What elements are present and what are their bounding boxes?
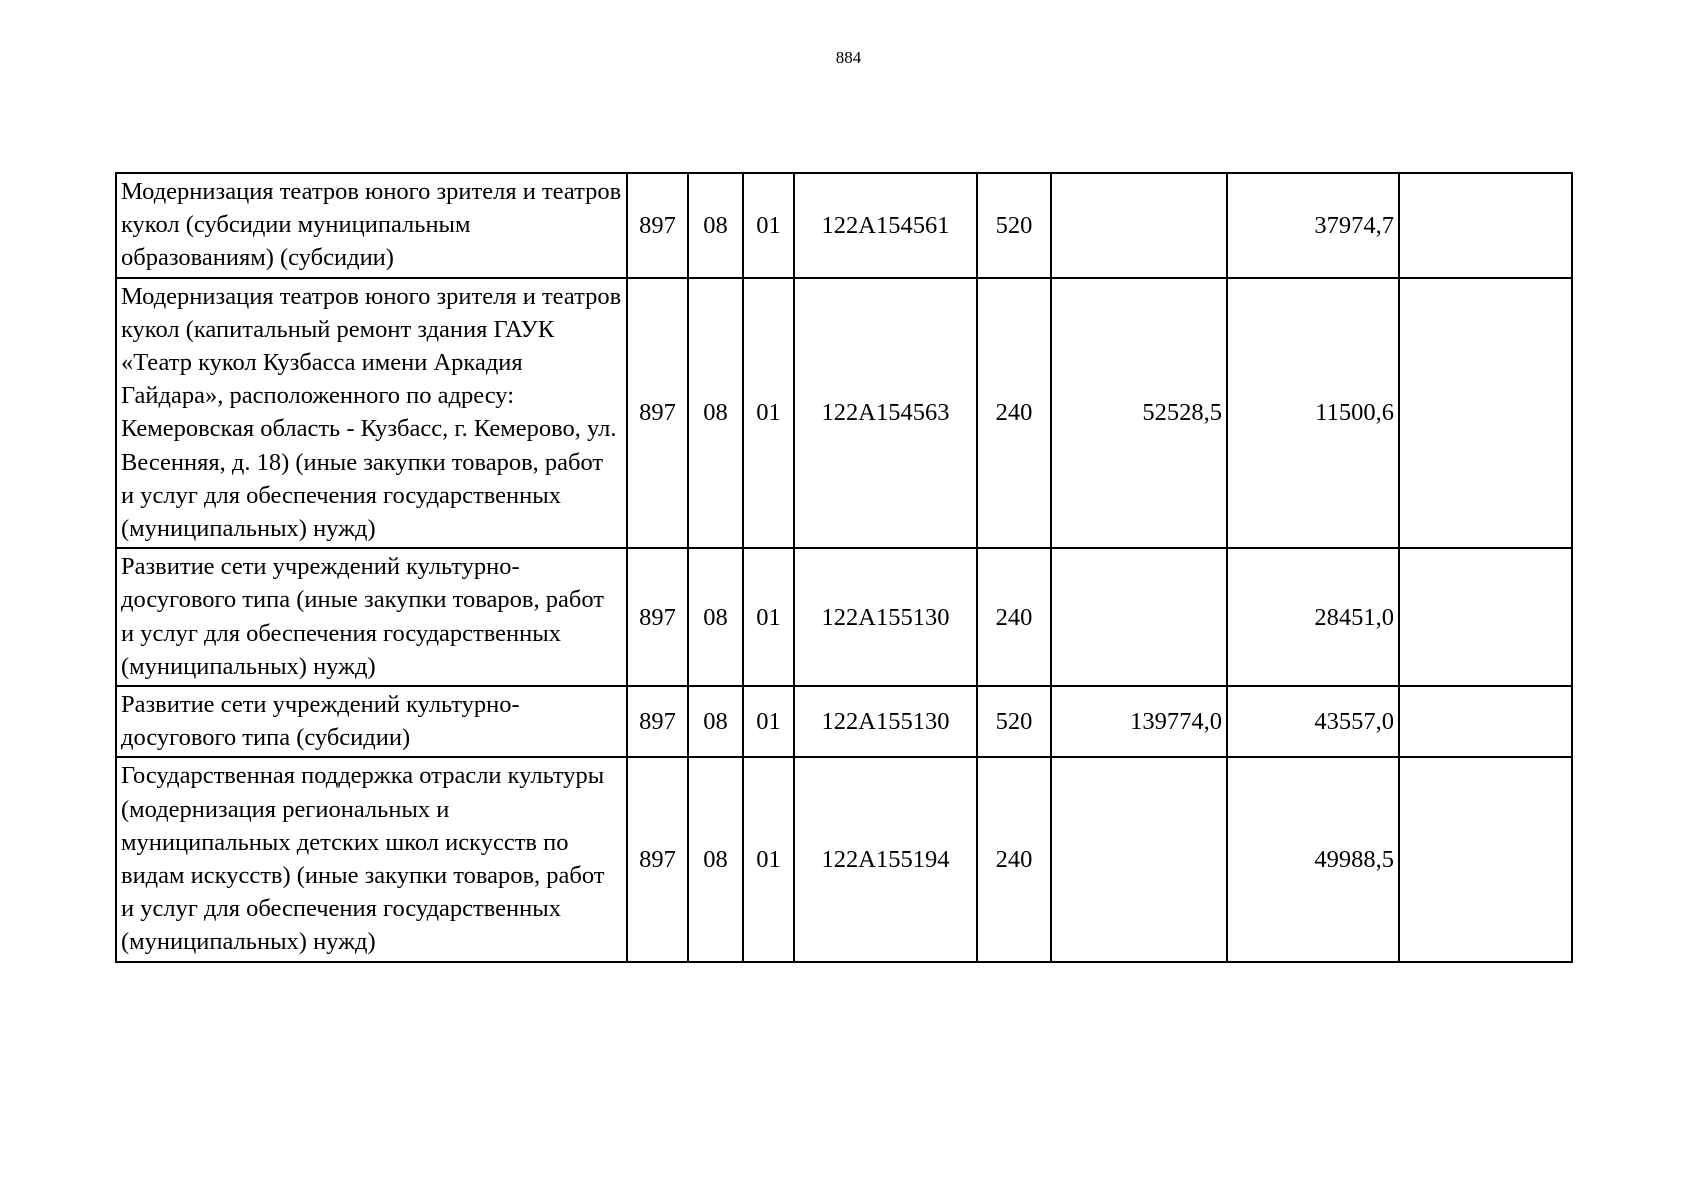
section-code: 08 <box>688 548 743 686</box>
subsection-code: 01 <box>743 686 794 757</box>
amount-2: 11500,6 <box>1227 278 1399 549</box>
table-row <box>116 548 1572 686</box>
section-code: 08 <box>688 173 743 278</box>
expense-type-code: 240 <box>977 278 1051 549</box>
amount-1: 139774,0 <box>1051 686 1227 757</box>
amount-3 <box>1399 278 1572 549</box>
amount-1 <box>1051 757 1227 961</box>
amount-2: 28451,0 <box>1227 548 1399 686</box>
amount-3 <box>1399 757 1572 961</box>
expense-type-code: 240 <box>977 548 1051 686</box>
amount-1 <box>1051 173 1227 278</box>
section-code: 08 <box>688 757 743 961</box>
row-description: Государственная поддержка отрасли культуры (модернизация региональных и муниципальных детских школ искусств по видам искусств) (иные закупки товаров, работ и услуг для обеспечения государственных (муниципальных) нужд) <box>116 757 627 961</box>
row-description: Развитие сети учреждений культурно-досугового типа (иные закупки товаров, работ и услуг для обеспечения государственных (муниципальных) нужд) <box>116 548 627 686</box>
ministry-code: 897 <box>627 548 688 686</box>
subsection-code: 01 <box>743 278 794 549</box>
target-article-code: 122A155194 <box>794 757 977 961</box>
table-row <box>116 278 1572 549</box>
table-row <box>116 757 1572 961</box>
amount-1 <box>1051 548 1227 686</box>
amount-2: 37974,7 <box>1227 173 1399 278</box>
expense-type-code: 240 <box>977 757 1051 961</box>
page-number: 884 <box>835 48 862 67</box>
target-article-code: 122A154561 <box>794 173 977 278</box>
table-row <box>116 686 1572 757</box>
subsection-code: 01 <box>743 173 794 278</box>
ministry-code: 897 <box>627 686 688 757</box>
expense-type-code: 520 <box>977 173 1051 278</box>
target-article-code: 122A154563 <box>794 278 977 549</box>
ministry-code: 897 <box>627 278 688 549</box>
section-code: 08 <box>688 278 743 549</box>
amount-2: 43557,0 <box>1227 686 1399 757</box>
section-code: 08 <box>688 686 743 757</box>
budget-table <box>115 172 1573 963</box>
amount-1: 52528,5 <box>1051 278 1227 549</box>
ministry-code: 897 <box>627 757 688 961</box>
amount-3 <box>1399 173 1572 278</box>
row-description: Модернизация театров юного зрителя и театров кукол (субсидии муниципальным образованиям) (субсидии) <box>116 173 627 278</box>
amount-3 <box>1399 548 1572 686</box>
subsection-code: 01 <box>743 757 794 961</box>
ministry-code: 897 <box>627 173 688 278</box>
row-description: Развитие сети учреждений культурно-досугового типа (субсидии) <box>116 686 627 757</box>
target-article-code: 122A155130 <box>794 548 977 686</box>
subsection-code: 01 <box>743 548 794 686</box>
amount-2: 49988,5 <box>1227 757 1399 961</box>
table-row <box>116 173 1572 278</box>
amount-3 <box>1399 686 1572 757</box>
target-article-code: 122A155130 <box>794 686 977 757</box>
expense-type-code: 520 <box>977 686 1051 757</box>
row-description: Модернизация театров юного зрителя и театров кукол (капитальный ремонт здания ГАУК «Театр кукол Кузбасса имени Аркадия Гайдара», расположенного по адресу: Кемеровская область - Кузбасс, г. Кемерово, ул. Весенняя, д. 18) (иные закупки товаров, работ и услуг для обеспечения государственных (муниципальных) нужд) <box>116 278 627 549</box>
